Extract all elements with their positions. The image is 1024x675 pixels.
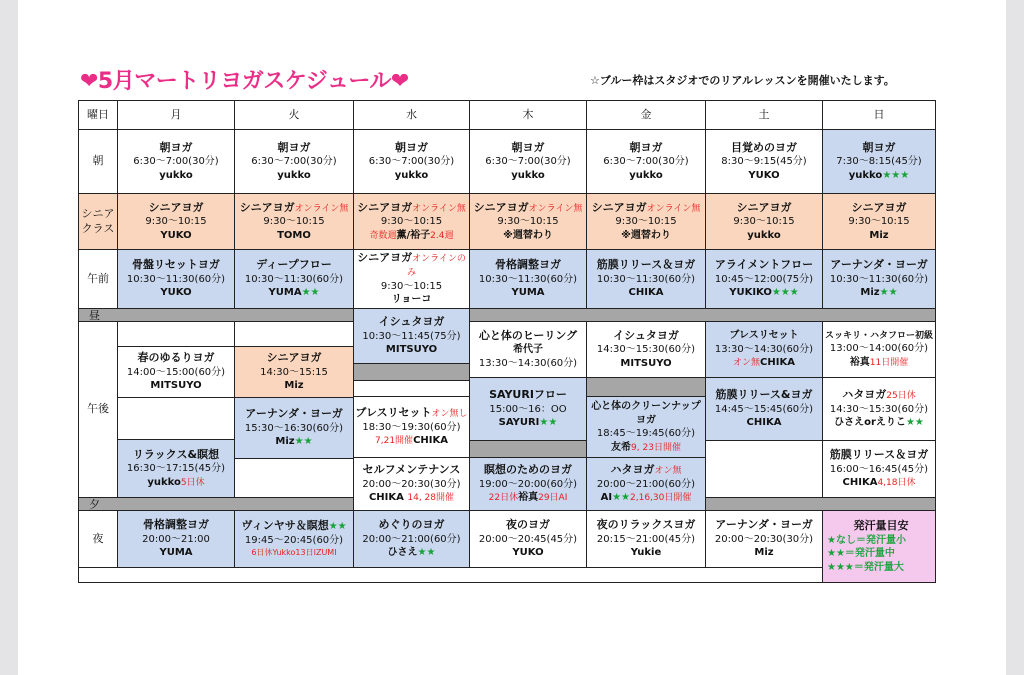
class-pm-sat-1[interactable]: ブレスリセット 13:30～14:30(60分) オン無CHIKA xyxy=(705,321,823,378)
class-am-sat[interactable]: アライメントフロー 10:45～12:00(75分) YUKIKO★★★ xyxy=(705,249,823,309)
row-label-noon: 昼 xyxy=(78,308,936,322)
class-am-wed[interactable]: シニアヨガオンラインのみ 9:30～10:15 リョーコ xyxy=(353,249,470,309)
sweat-legend: 発汗量目安 ★なし＝発汗量小 ★★＝発汗量中 ★★★＝発汗量大 xyxy=(822,510,936,583)
class-pm-wed-3[interactable]: セルフメンテナンス 20:00～20:30(30分) CHIKA 14, 28開催 xyxy=(353,457,470,511)
table-footer-row xyxy=(78,567,936,583)
break-slot xyxy=(469,440,587,458)
header-fri: 金 xyxy=(586,100,706,130)
row-label-night: 夜 xyxy=(78,510,118,568)
header-mon: 月 xyxy=(117,100,235,130)
class-pm-sun-1[interactable]: スッキリ・ハタフロー初級 13:00～14:00(60分) 裕真11日開催 xyxy=(822,321,936,378)
class-pm-mon-2[interactable]: リラックス&瞑想 16:30～17:15(45分) yukko5日休 xyxy=(117,439,235,498)
empty-slot xyxy=(234,321,354,347)
header-day: 曜日 xyxy=(78,100,118,130)
class-night-fri[interactable]: 夜のリラックスヨガ 20:15～21:00(45分) Yukie xyxy=(586,510,706,568)
header-tue: 火 xyxy=(234,100,354,130)
header-sun: 日 xyxy=(822,100,936,130)
empty-slot xyxy=(117,397,235,440)
class-night-wed[interactable]: めぐりのヨガ 20:00～21:00(60分) ひさえ★★ xyxy=(353,510,470,568)
class-senior-sun[interactable]: シニアヨガ 9:30～10:15 Miz xyxy=(822,193,936,250)
class-pm-tue-2[interactable]: アーナンダ・ヨーガ 15:30～16:30(60分) Miz★★ xyxy=(234,397,354,459)
header-sat: 土 xyxy=(705,100,823,130)
class-senior-sat[interactable]: シニアヨガ 9:30～10:15 yukko xyxy=(705,193,823,250)
class-senior-fri[interactable]: シニアヨガオンライン無 9:30～10:15 ※週替わり xyxy=(586,193,706,250)
break-slot xyxy=(353,363,470,381)
class-morning-fri[interactable]: 朝ヨガ 6:30～7:00(30分) yukko xyxy=(586,129,706,194)
class-senior-tue[interactable]: シニアヨガオンライン無 9:30～10:15 TOMO xyxy=(234,193,354,250)
class-morning-mon[interactable]: 朝ヨガ 6:30～7:00(30分) yukko xyxy=(117,129,235,194)
empty-slot xyxy=(705,440,823,498)
class-pm-sat-2[interactable]: 筋膜リリース&ヨガ 14:45～15:45(60分) CHIKA xyxy=(705,377,823,441)
class-am-fri[interactable]: 筋膜リリース＆ヨガ 10:30～11:30(60分) CHIKA xyxy=(586,249,706,309)
class-senior-mon[interactable]: シニアヨガ 9:30～10:15 YUKO xyxy=(117,193,235,250)
row-label-evening: 夕 xyxy=(78,497,936,511)
class-pm-tue-1[interactable]: シニアヨガ 14:30～15:15 Miz xyxy=(234,346,354,398)
class-senior-wed[interactable]: シニアヨガオンライン無 9:30～10:15 奇数週薫/裕子2.4週 xyxy=(353,193,470,250)
blue-frame-note: ☆ブルー枠はスタジオでのリアルレッスンを開催いたします。 xyxy=(590,74,895,87)
row-label-am: 午前 xyxy=(78,249,118,309)
class-morning-thu[interactable]: 朝ヨガ 6:30～7:00(30分) yukko xyxy=(469,129,587,194)
class-morning-sat[interactable]: 目覚めのヨガ 8:30～9:15(45分) YUKO xyxy=(705,129,823,194)
class-senior-thu[interactable]: シニアヨガオンライン無 9:30～10:15 ※週替わり xyxy=(469,193,587,250)
row-label-pm: 午後 xyxy=(78,321,118,498)
class-pm-thu-3[interactable]: 瞑想のためのヨガ 19:00～20:00(60分) 22日休裕真29日AI xyxy=(469,457,587,511)
sweat-stars: ★★★ xyxy=(882,169,910,181)
empty-slot xyxy=(234,458,354,498)
class-am-tue[interactable]: ディープフロー 10:30～11:30(60分) YUMA★★ xyxy=(234,249,354,309)
class-am-mon[interactable]: 骨盤リセットヨガ 10:30～11:30(60分) YUKO xyxy=(117,249,235,309)
class-pm-thu-1[interactable]: 心と体のヒーリング 希代子 13:30～14:30(60分) xyxy=(469,321,587,378)
class-night-mon[interactable]: 骨格調整ヨガ 20:00～21:00 YUMA xyxy=(117,510,235,568)
empty-slot xyxy=(117,321,235,347)
class-pm-mon-1[interactable]: 春のゆるりヨガ 14:00～15:00(60分) MITSUYO xyxy=(117,346,235,398)
class-pm-fri-2[interactable]: 心と体のクリーンナップヨガ 18:45～19:45(60分) 友希9, 23日開催 xyxy=(586,396,706,458)
row-label-senior: シニア クラス xyxy=(78,193,118,250)
header-thu: 木 xyxy=(469,100,587,130)
class-am-thu[interactable]: 骨格調整ヨガ 10:30～11:30(60分) YUMA xyxy=(469,249,587,309)
class-pm-fri-3[interactable]: ハタヨガオン無 20:00～21:00(60分) AI★★2,16,30日開催 xyxy=(586,457,706,511)
header-wed: 水 xyxy=(353,100,470,130)
class-morning-sun[interactable]: 朝ヨガ 7:30～8:15(45分) yukko★★★ xyxy=(822,129,936,194)
class-pm-sun-2[interactable]: ハタヨガ25日休 14:30～15:30(60分) ひさえorえりこ★★ xyxy=(822,377,936,441)
class-morning-tue[interactable]: 朝ヨガ 6:30～7:00(30分) yukko xyxy=(234,129,354,194)
class-pm-thu-2[interactable]: SAYURIフロー 15:00～16：OO SAYURI★★ xyxy=(469,377,587,441)
page-title: ❤5月マートリヨガスケジュール❤ xyxy=(80,69,409,94)
row-label-morning: 朝 xyxy=(78,129,118,194)
class-night-thu[interactable]: 夜のヨガ 20:00～20:45(45分) YUKO xyxy=(469,510,587,568)
class-am-sun[interactable]: アーナンダ・ヨーガ 10:30～11:30(60分) Miz★★ xyxy=(822,249,936,309)
empty-slot xyxy=(353,380,470,397)
class-pm-sun-3[interactable]: 筋膜リリース＆ヨガ 16:00～16:45(45分) CHIKA4,18日休 xyxy=(822,440,936,498)
class-pm-wed-2[interactable]: ブレスリセットオン無し 18:30～19:30(60分) 7,21開催CHIKA xyxy=(353,396,470,458)
class-pm-fri-1[interactable]: イシュタヨガ 14:30～15:30(60分) MITSUYO xyxy=(586,321,706,378)
break-slot xyxy=(586,377,706,397)
class-night-sat[interactable]: アーナンダ・ヨーガ 20:00～20:30(30分) Miz xyxy=(705,510,823,568)
class-night-tue[interactable]: ヴィンヤサ＆瞑想★★ 19:45～20:45(60分) 6日休Yukko13日IZUMI xyxy=(234,510,354,568)
class-pm-wed-1[interactable]: イシュタヨガ 10:30～11:45(75分) MITSUYO xyxy=(353,308,470,364)
class-morning-wed[interactable]: 朝ヨガ 6:30～7:00(30分) yukko xyxy=(353,129,470,194)
